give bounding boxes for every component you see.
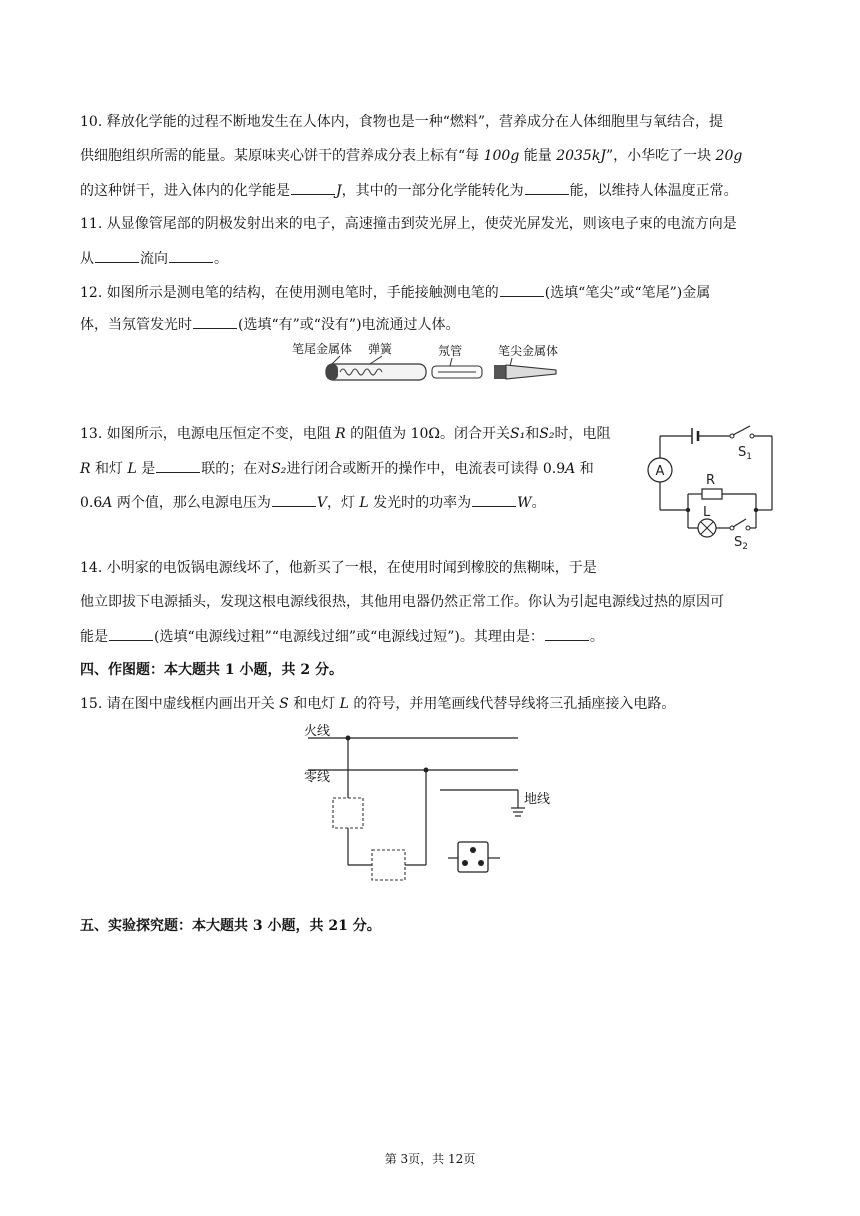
resistor-label: R — [706, 473, 716, 488]
test-pen-drawing — [290, 340, 580, 388]
switch-s1-label: $S_1$ — [738, 445, 752, 462]
q12-text: (选填“笔尖”或“笔尾”)金属 — [544, 285, 711, 301]
q12-line-1 — [80, 282, 710, 303]
q15-line-1 — [80, 694, 675, 714]
q12-line-2 — [80, 314, 460, 335]
answer-blank[interactable] — [500, 282, 544, 297]
q13-text: 13. 如图所示，电源电压恒定不变，电阻 — [80, 426, 336, 442]
wiring-figure — [300, 718, 551, 888]
junction — [686, 508, 690, 512]
q13-unit: W — [517, 495, 532, 511]
answer-blank[interactable] — [272, 492, 316, 507]
q11-text: 流向 — [140, 251, 168, 267]
q13-var: R — [80, 461, 91, 477]
dashed-box-top[interactable] — [333, 798, 363, 828]
switch-s2-label: $S_2$ — [734, 535, 748, 550]
q11-text: 。 — [214, 251, 228, 267]
q10-text: 能，以维持人体温度正常。 — [569, 183, 738, 199]
q14-line-3 — [80, 626, 604, 647]
dashed-box-bottom[interactable] — [372, 850, 405, 880]
q13-text: 。 — [531, 495, 546, 511]
answer-blank[interactable] — [291, 180, 335, 195]
circuit-figure — [640, 420, 790, 550]
q14-text: (选填“电源线过粗”“电源线过细”或“电源线过短”)。其理由是： — [154, 629, 544, 645]
q13-text: 发光时的功率为 — [368, 495, 472, 511]
q14-text: 他立即拔下电源插头，发现这根电源线很热，其他用电器仍然正常工作。你认为引起电源线过热的原因可 — [80, 594, 724, 610]
q10-energy: 2035kJ — [556, 148, 606, 164]
q14-line-1 — [80, 558, 597, 578]
wiring-drawing — [300, 718, 590, 888]
label-ground-wire: 地线 — [524, 792, 551, 807]
q15-text: 15. 请在图中虚线框内画出开关 — [80, 696, 280, 712]
q10-mass: 100g — [483, 148, 520, 164]
q13-text: 时，电阻 — [554, 426, 611, 442]
q15-text: 和电灯 — [288, 696, 340, 712]
resistor-icon — [702, 489, 722, 499]
q13-line-3 — [80, 492, 546, 513]
q13-line-1 — [80, 424, 610, 444]
q13-text: 0.6 — [80, 495, 103, 511]
q11-line-2 — [80, 248, 228, 269]
q10-text: ”，小华吃了一块 — [605, 148, 716, 164]
answer-blank[interactable] — [525, 180, 569, 195]
q14-line-2 — [80, 592, 724, 612]
q13-var: S₂ — [539, 426, 555, 442]
label-neon-tube: 氖管 — [438, 344, 463, 358]
q10-text: 10. 释放化学能的过程不断地发生在人体内，食物也是一种“燃料”，营养成分在人体细胞里与氧结合，提 — [80, 114, 724, 130]
q13-var: R — [335, 426, 346, 442]
q12-text: 体，当氖管发光时 — [80, 317, 192, 333]
label-tip-metal: 笔尖金属体 — [498, 344, 559, 358]
q15-var: S — [279, 696, 289, 712]
q13-var: S₂ — [271, 461, 287, 477]
answer-blank[interactable] — [545, 626, 589, 641]
q10-text: 的这种饼干，进入体内的化学能是 — [80, 183, 290, 199]
q10-mass-eaten: 20g — [715, 148, 743, 164]
q13-var: A — [565, 461, 576, 477]
three-hole-socket-icon[interactable] — [458, 842, 488, 872]
q11-line-1 — [80, 214, 737, 234]
q13-text: ，灯 — [326, 495, 360, 511]
q13-text: 和灯 — [90, 461, 128, 477]
answer-blank[interactable] — [109, 626, 153, 641]
q13-text: 的阻值为 10Ω。闭合开关 — [345, 426, 511, 442]
label-tail-metal: 笔尾金属体 — [292, 342, 353, 356]
q12-text: (选填“有”或“没有”)电流通过人体。 — [238, 317, 460, 333]
answer-blank[interactable] — [156, 458, 200, 473]
q13-text: 两个值，那么电源电压为 — [112, 495, 271, 511]
answer-blank[interactable] — [95, 248, 139, 263]
q15-var: L — [339, 696, 349, 712]
socket-hole-icon — [478, 860, 484, 866]
q11-text: 11. 从显像管尾部的阴极发射出来的电子，高速撞击到荧光屏上，使荧光屏发光，则该电子束的电流方向是 — [80, 216, 737, 232]
q13-text: 和 — [525, 426, 540, 442]
q12-text: 12. 如图所示是测电笔的结构，在使用测电笔时，手能接触测电笔的 — [80, 285, 499, 301]
switch-s2-icon — [733, 519, 746, 527]
answer-blank[interactable] — [472, 492, 516, 507]
socket-hole-icon — [462, 860, 468, 866]
q15-text: 的符号，并用笔画线代替导线将三孔插座接入电路。 — [348, 696, 676, 712]
lamp-label: L — [703, 505, 711, 520]
q13-unit: V — [316, 495, 327, 511]
q11-text: 从 — [80, 251, 94, 267]
q10-text: 能量 — [519, 148, 557, 164]
q13-var: S₁ — [510, 426, 526, 442]
q13-var: L — [127, 461, 137, 477]
switch-s1-contact — [750, 434, 754, 438]
page-footer: 第 3页，共 12页 — [384, 1152, 476, 1166]
q13-line-2 — [80, 458, 594, 479]
label-live-wire: 火线 — [304, 724, 331, 739]
q14-text: 。 — [589, 629, 604, 645]
junction — [754, 508, 758, 512]
q14-text: 能是 — [80, 629, 108, 645]
test-pen-figure — [290, 340, 580, 388]
answer-blank[interactable] — [169, 248, 213, 263]
q14-text: 14. 小明家的电饭锅电源线坏了，他新买了一根，在使用时闻到橡胶的焦糊味，于是 — [80, 560, 597, 576]
q13-var: A — [102, 495, 113, 511]
label-spring: 弹簧 — [368, 342, 393, 356]
q10-line-3 — [80, 180, 738, 201]
section-5-heading: 五、实验探究题：本大题共 3 小题，共 21 分。 — [80, 918, 381, 934]
switch-s2-contact — [746, 526, 750, 530]
switch-s1-icon — [733, 426, 750, 435]
q10-line-1 — [80, 112, 723, 132]
q13-text: 是 — [136, 461, 156, 477]
ammeter-label: A — [655, 464, 665, 479]
q13-text: 联的；在对 — [201, 461, 272, 477]
label-neutral-wire: 零线 — [304, 770, 331, 785]
q10-unit: J — [336, 183, 342, 199]
answer-blank[interactable] — [193, 314, 237, 329]
q13-text: 和 — [575, 461, 594, 477]
q10-text: ，其中的一部分化学能转化为 — [341, 183, 524, 199]
q13-var: L — [359, 495, 369, 511]
q10-text: 供细胞组织所需的能量。某原味夹心饼干的营养成分表上标有“每 — [80, 148, 484, 164]
q13-text: 进行闭合或断开的操作中，电流表可读得 0.9 — [286, 461, 566, 477]
section-4-heading: 四、作图题：本大题共 1 小题，共 2 分。 — [80, 662, 343, 678]
q10-line-2 — [80, 146, 742, 166]
socket-hole-icon — [470, 847, 476, 853]
